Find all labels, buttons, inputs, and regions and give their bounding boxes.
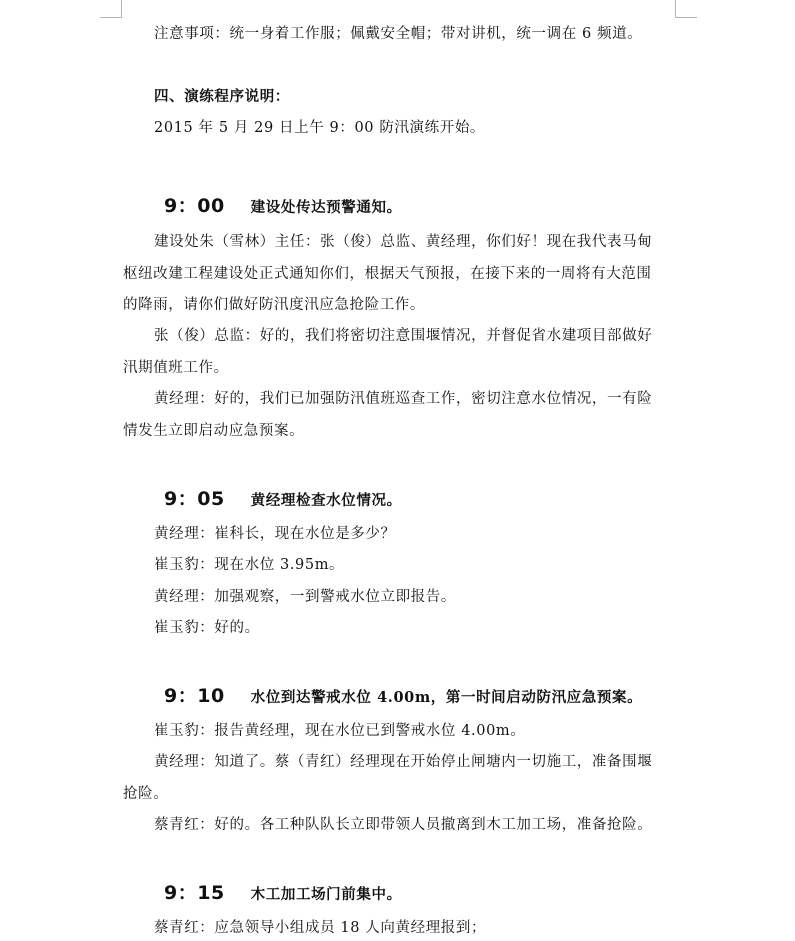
paragraph-line: 崔玉豹：好的。 xyxy=(154,620,260,636)
time-description: 木工加工场门前集中。 xyxy=(250,886,402,903)
start-line: 2015 年 5 月 29 日上午 9：00 防汛演练开始。 xyxy=(154,120,486,136)
crop-mark-left xyxy=(121,0,122,18)
paragraph-line: 蔡青红：应急领导小组成员 18 人向黄经理报到； xyxy=(154,920,487,936)
time-heading xyxy=(164,881,402,907)
time-description: 水位到达警戒水位 4.00m，第一时间启动防汛应急预案。 xyxy=(250,689,643,706)
time-heading xyxy=(164,684,642,710)
paragraph-line: 抢险。 xyxy=(123,786,169,802)
paragraph-line: 黄经理：加强观察，一到警戒水位立即报告。 xyxy=(154,589,456,605)
time-label: 9：00 xyxy=(164,195,225,217)
time-heading xyxy=(164,487,402,513)
paragraph-line: 情发生立即启动应急预案。 xyxy=(123,423,305,439)
time-heading xyxy=(164,194,402,220)
notice-line: 注意事项：统一身着工作服；佩戴安全帽；带对讲机，统一调在 6 频道。 xyxy=(154,26,643,42)
crop-mark-right-h xyxy=(675,17,697,18)
time-description: 建设处传达预警通知。 xyxy=(250,199,402,216)
paragraph-line: 崔玉豹：现在水位 3.95m。 xyxy=(154,557,345,573)
paragraph-line: 的降雨，请你们做好防汛度汛应急抢险工作。 xyxy=(123,297,425,313)
paragraph-line: 建设处朱（雪林）主任：张（俊）总监、黄经理，你们好！现在我代表马甸 xyxy=(154,234,653,250)
paragraph-line: 枢纽改建工程建设处正式通知你们，根据天气预报，在接下来的一周将有大范围 xyxy=(123,266,652,282)
crop-mark-left-h xyxy=(100,17,122,18)
paragraph-line: 汛期值班工作。 xyxy=(123,360,229,376)
crop-mark-right xyxy=(675,0,676,18)
paragraph-line: 崔玉豹：报告黄经理，现在水位已到警戒水位 4.00m。 xyxy=(154,723,526,739)
paragraph-line: 蔡青红：好的。各工种队队长立即带领人员撤离到木工加工场，准备抢险。 xyxy=(154,817,653,833)
time-label: 9：15 xyxy=(164,882,225,904)
paragraph-line: 黄经理：好的，我们已加强防汛值班巡查工作，密切注意水位情况，一有险 xyxy=(154,391,653,407)
paragraph-line: 黄经理：知道了。蔡（青红）经理现在开始停止闸塘内一切施工，准备围堰 xyxy=(154,754,653,770)
section-title: 四、演练程序说明： xyxy=(154,88,290,105)
time-label: 9：05 xyxy=(164,488,225,510)
time-description: 黄经理检查水位情况。 xyxy=(250,492,402,509)
time-label: 9：10 xyxy=(164,685,225,707)
paragraph-line: 张（俊）总监：好的，我们将密切注意围堰情况，并督促省水建项目部做好 xyxy=(154,328,653,344)
paragraph-line: 黄经理：崔科长，现在水位是多少？ xyxy=(154,526,396,542)
